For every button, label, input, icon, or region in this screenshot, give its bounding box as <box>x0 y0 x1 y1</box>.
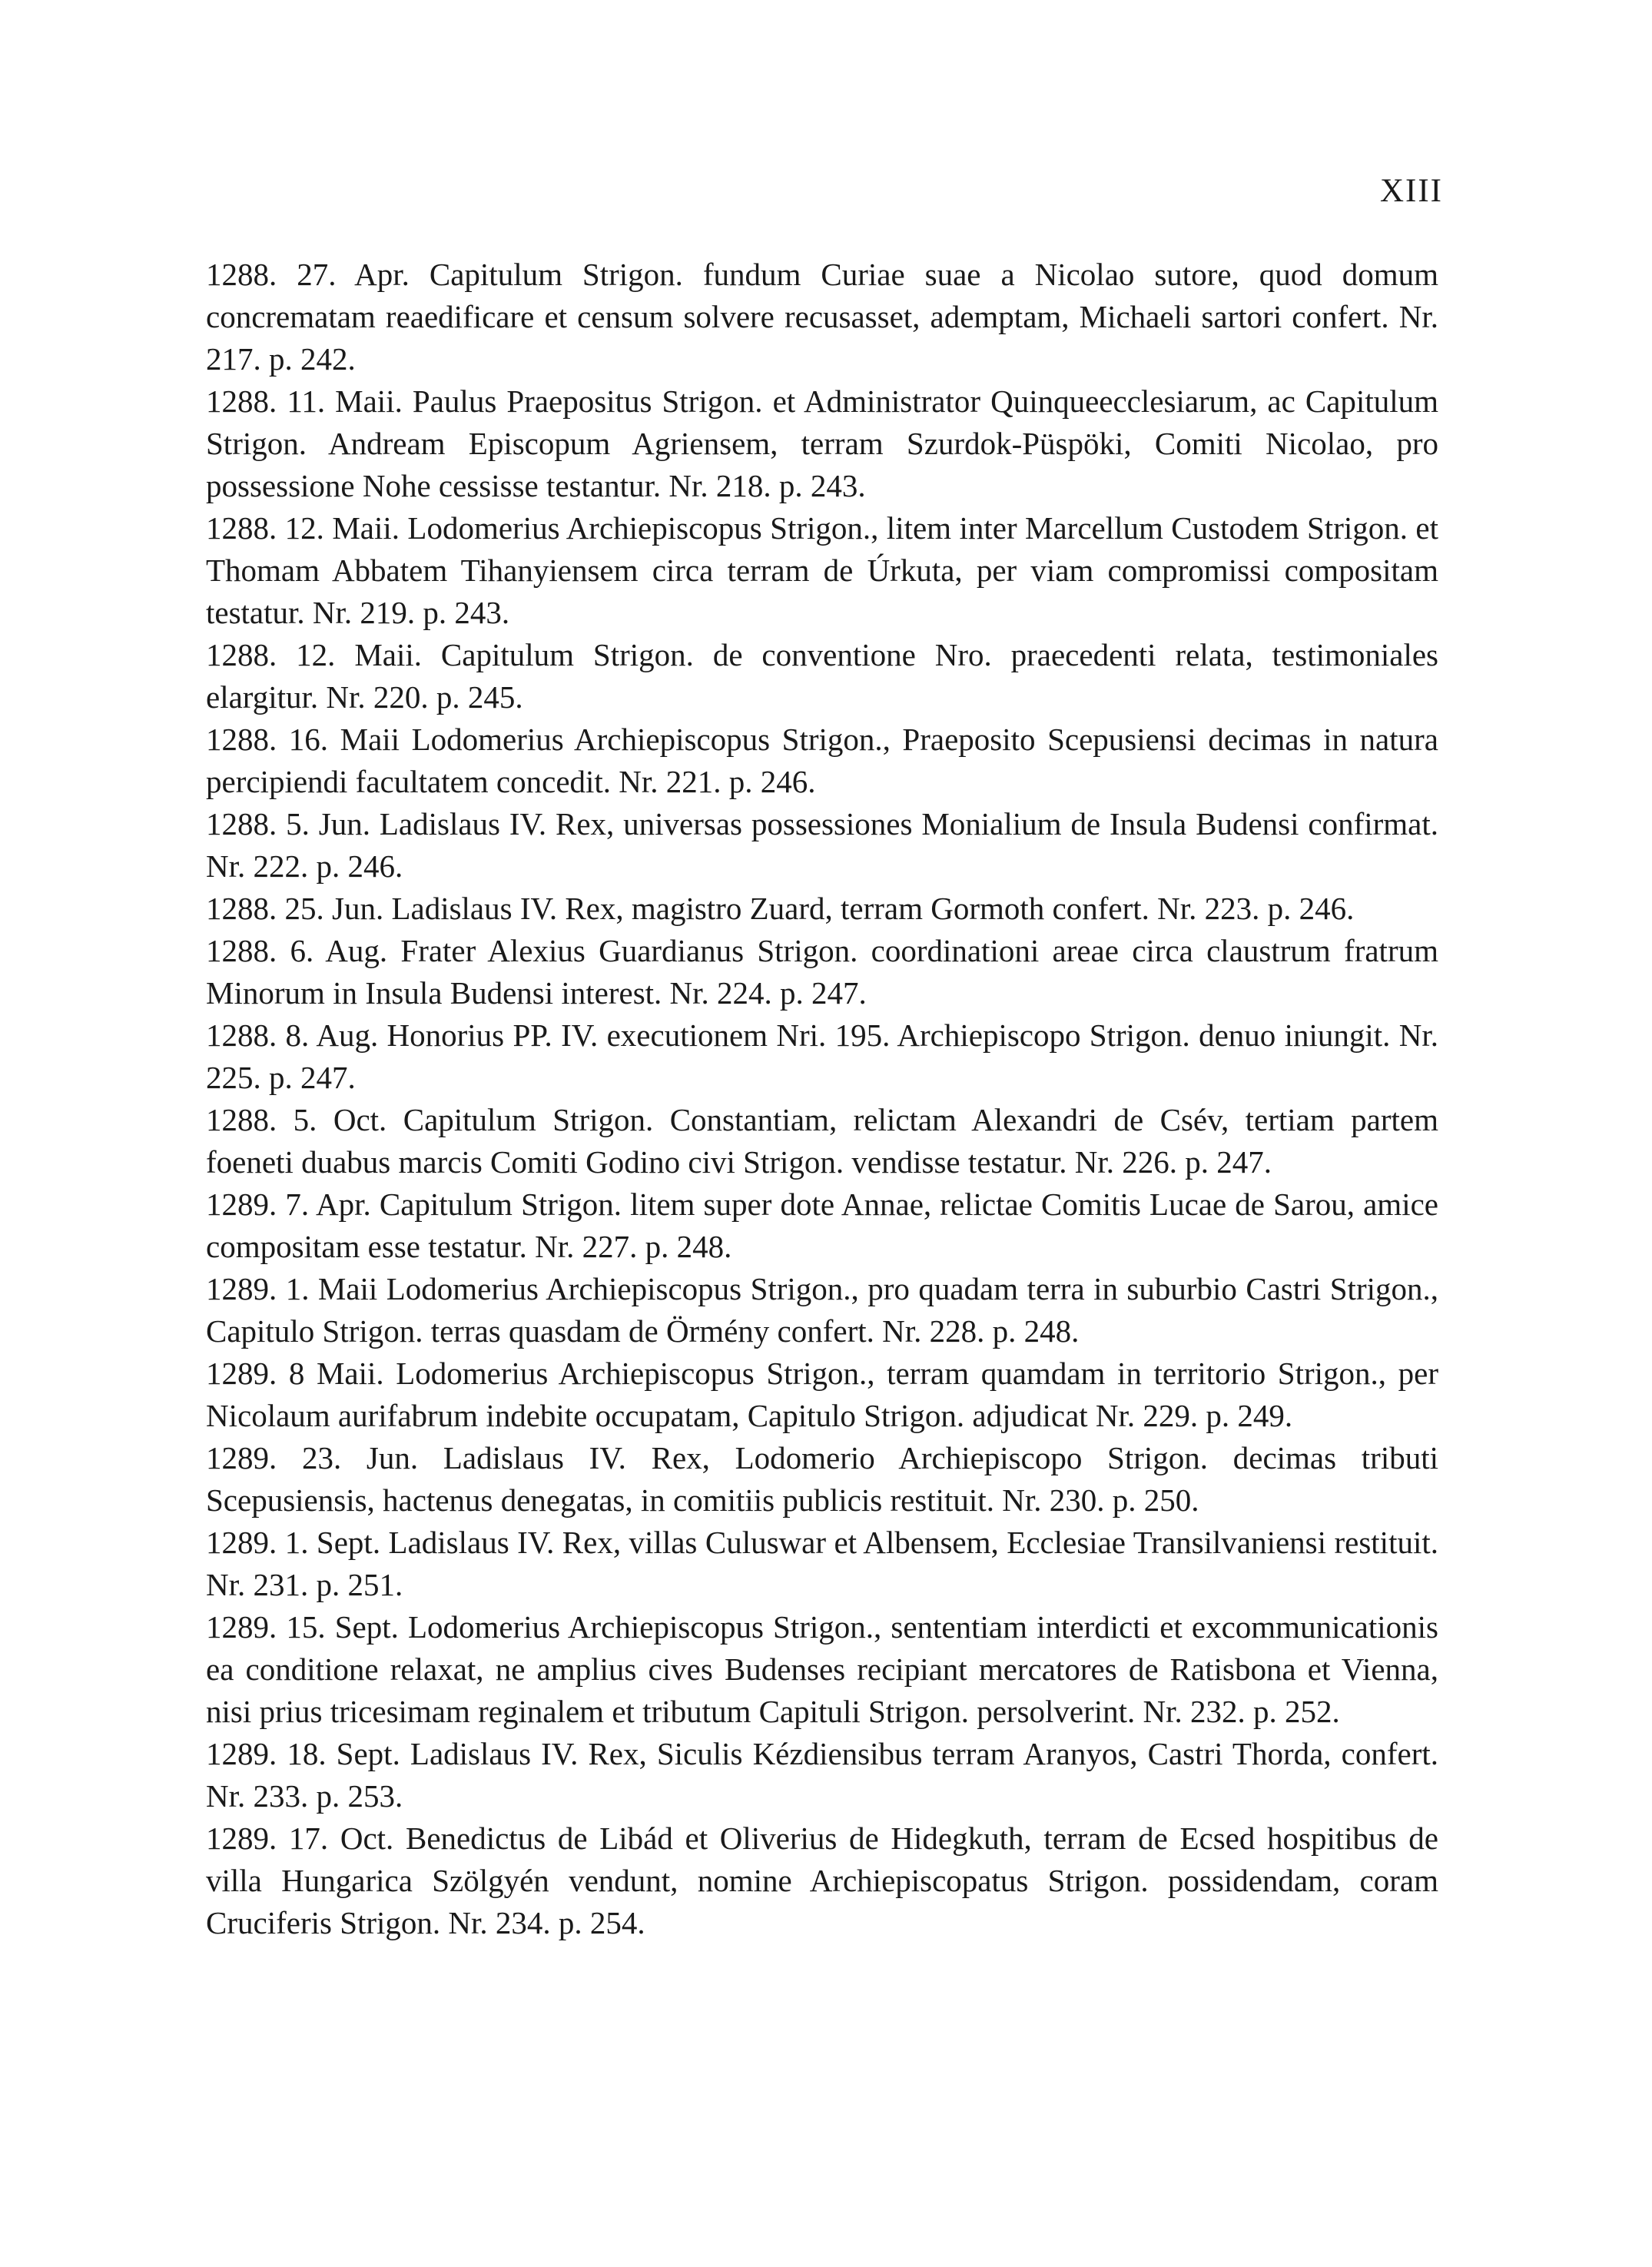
regesta-entry: 1289. 1. Sept. Ladislaus IV. Rex, villas Culuswar et Albensem, Ecclesiae Transilvaniensi restituit. Nr. 231. p. 251. <box>206 1525 1438 1602</box>
regesta-entry: 1288. 12. Maii. Capitulum Strigon. de conventione Nro. praecedenti relata, testimoniales elargitur. Nr. 220. p. 245. <box>206 637 1438 715</box>
regesta-entry: 1289. 17. Oct. Benedictus de Libád et Oliverius de Hidegkuth, terram de Ecsed hospitibus de villa Hungarica Szölgyén vendunt, nomine Archiepiscopatus Strigon. possidendam, coram Cruciferis Strigon. Nr. 234. p. 254. <box>206 1821 1438 1940</box>
regesta-entry: 1288. 27. Apr. Capitulum Strigon. fundum Curiae suae a Nicolao sutore, quod domum concrematam reaedificare et censum solvere recusasset, ademptam, Michaeli sartori confert. Nr. 217. p. 242. <box>206 257 1438 377</box>
regesta-entry: 1289. 15. Sept. Lodomerius Archiepiscopus Strigon., sententiam interdicti et excommunicationis ea conditione relaxat, ne amplius cives Budenses recipiant mercatores de Ratisbona et Vienna, nisi prius tricesimam reginalem et tributum Capituli Strigon. persolverint. Nr. 232. p. 252. <box>206 1609 1438 1729</box>
regesta-entry: 1288. 5. Jun. Ladislaus IV. Rex, universas possessiones Monialium de Insula Budensi confirmat. Nr. 222. p. 246. <box>206 806 1438 884</box>
regesta-list <box>206 254 1438 1944</box>
page-number: XIII <box>1379 173 1443 209</box>
regesta-entry: 1288. 6. Aug. Frater Alexius Guardianus Strigon. coordinationi areae circa claustrum fratrum Minorum in Insula Budensi interest. Nr. 224. p. 247. <box>206 933 1438 1011</box>
regesta-entry: 1288. 12. Maii. Lodomerius Archiepiscopus Strigon., litem inter Marcellum Custodem Strigon. et Thomam Abbatem Tihanyiensem circa terram de Úrkuta, per viam compromissi compositam testatur. Nr. 219. p. 243. <box>206 510 1438 630</box>
regesta-entry: 1289. 1. Maii Lodomerius Archiepiscopus Strigon., pro quadam terra in suburbio Castri Strigon., Capitulo Strigon. terras quasdam de Örmény confert. Nr. 228. p. 248. <box>206 1271 1438 1349</box>
regesta-entry: 1289. 7. Apr. Capitulum Strigon. litem super dote Annae, relictae Comitis Lucae de Sarou, amice compositam esse testatur. Nr. 227. p. 248. <box>206 1187 1438 1264</box>
regesta-entry: 1289. 23. Jun. Ladislaus IV. Rex, Lodomerio Archiepiscopo Strigon. decimas tributi Scepusiensis, hactenus denegatas, in comitiis publicis restituit. Nr. 230. p. 250. <box>206 1440 1438 1518</box>
regesta-entry: 1288. 16. Maii Lodomerius Archiepiscopus Strigon., Praeposito Scepusiensi decimas in natura percipiendi facultatem concedit. Nr. 221. p. 246. <box>206 722 1438 799</box>
regesta-entry: 1289. 8 Maii. Lodomerius Archiepiscopus Strigon., terram quamdam in territorio Strigon., per Nicolaum aurifabrum indebite occupatam, Capitulo Strigon. adjudicat Nr. 229. p. 249. <box>206 1356 1438 1433</box>
regesta-entry: 1289. 18. Sept. Ladislaus IV. Rex, Siculis Kézdiensibus terram Aranyos, Castri Thorda, confert. Nr. 233. p. 253. <box>206 1736 1438 1814</box>
regesta-entry: 1288. 8. Aug. Honorius PP. IV. executionem Nri. 195. Archiepiscopo Strigon. denuo iniungit. Nr. 225. p. 247. <box>206 1017 1438 1095</box>
regesta-entry: 1288. 5. Oct. Capitulum Strigon. Constantiam, relictam Alexandri de Csév, tertiam partem foeneti duabus marcis Comiti Godino civi Strigon. vendisse testatur. Nr. 226. p. 247. <box>206 1102 1438 1180</box>
regesta-entry: 1288. 25. Jun. Ladislaus IV. Rex, magistro Zuard, terram Gormoth confert. Nr. 223. p. 246. <box>206 891 1355 926</box>
regesta-entry: 1288. 11. Maii. Paulus Praepositus Strigon. et Administrator Quinqueecclesiarum, ac Capitulum Strigon. Andream Episcopum Agriensem, terram Szurdok-Püspöki, Comiti Nicolao, pro possessione Nohe cessisse testantur. Nr. 218. p. 243. <box>206 383 1438 503</box>
